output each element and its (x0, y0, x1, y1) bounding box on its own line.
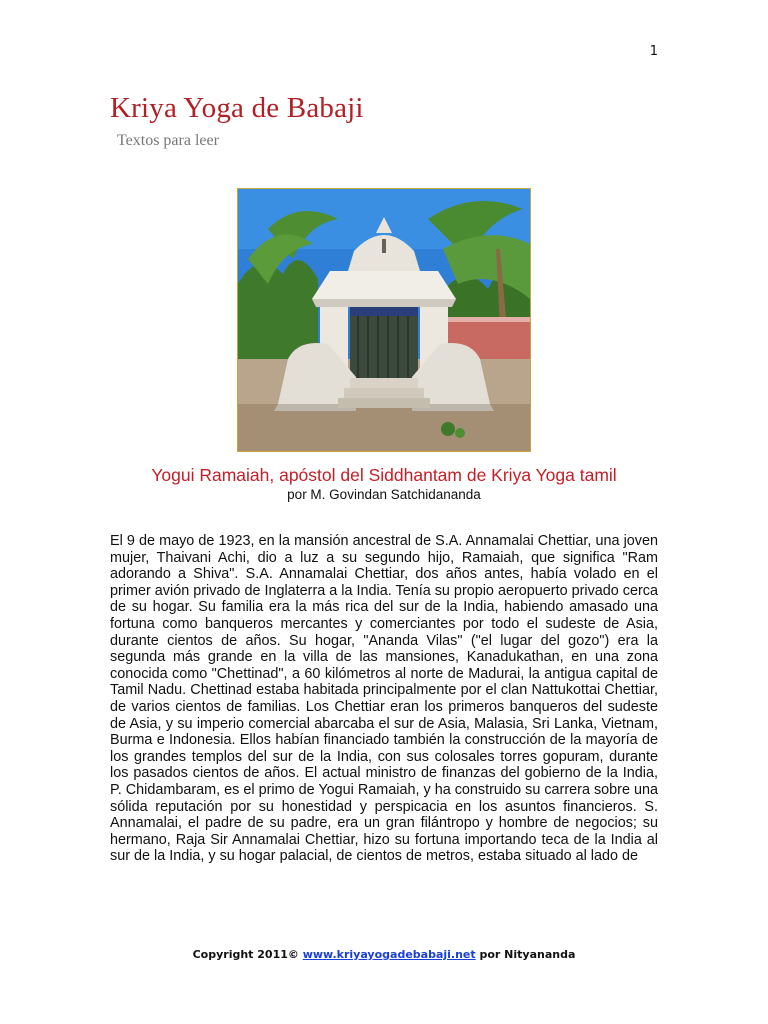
footer-author: por Nityananda (475, 948, 576, 961)
shrine-photo (237, 188, 531, 452)
article-body: El 9 de mayo de 1923, en la mansión ancestral de S.A. Annamalai Chettiar, una joven mujer, Thaivani Achi, dio a luz a su segundo hijo, Ramaiah, que significa "Ram adorando a Shiva". S.A. Annamalai Chettiar, dos años antes, había volado en el primer avión privado de Inglaterra a la India. Tenía su propio aeropuerto privado cerca de su hogar. Su familia era la más rica del sur de la India, habiendo amasado una fortuna como banqueros mercantes y comerciantes por todo el sudeste de Asia, durante cientos de años. Su hogar, "Ananda Vilas" ("el lugar del gozo") era la segunda más grande en la villa de las mansiones, Kanadukathan, en una zona conocida como "Chettinad", a 60 kilómetros al norte de Madurai, la antigua capital de Tamil Nadu. Chettinad estaba habitada principalmente por el clan Nattukottai Chettiar, de varios cientos de familias. Los Chettiar eran los primeros banqueros del sudeste de Asia, y su imperio comercial abarcaba el sur de Asia, Malasia, Sri Lanka, Vietnam, Burma e Indonesia. Ellos habían financiado también la construcción de la mayoría de los grandes templos del sur de la India, con sus colosales torres gopuram, durante los pasados cientos de años. El actual ministro de finanzas del gobierno de la India, P. Chidambaram, es el primo de Yogui Ramaiah, y ha construido su carrera sobre una sólida reputación por su honestidad y perspicacia en los asuntos financieros. S. Annamalai, el padre de su padre, era un gran filántropo y hombre de negocios; su hermano, Raja Sir Annamalai Chettiar, hizo su fortuna importando teca de la India al sur de la India, y su hogar palacial, de cientos de metros, estaba situado al lado de (110, 533, 658, 865)
page-number: 1 (649, 44, 658, 59)
document-title: Kriya Yoga de Babaji (110, 92, 364, 124)
website-link[interactable]: www.kriyayogadebabaji.net (302, 948, 476, 961)
footer (0, 948, 768, 961)
document-subtitle: Textos para leer (117, 132, 219, 149)
article-byline: por M. Govindan Satchidananda (287, 487, 481, 502)
article-heading: Yogui Ramaiah, apóstol del Siddhantam de Kriya Yoga tamil (151, 465, 617, 485)
footer-copyright: Copyright 2011© (192, 948, 303, 961)
